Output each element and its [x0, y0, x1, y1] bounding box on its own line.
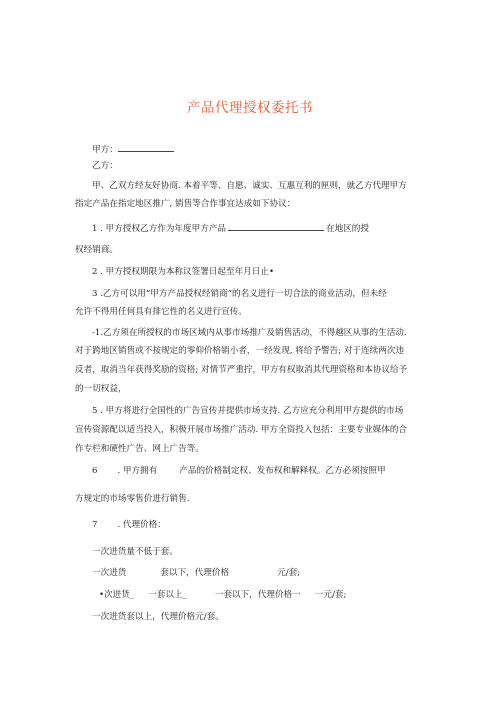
party-a-line [92, 142, 174, 156]
price-line-1: 一次进货量不低于套。 [92, 547, 178, 557]
clause-2-line: 2 . 甲方授权期限为本称议签署日起至年月日止• [92, 267, 275, 277]
clause-7-text: . 代理价格： [117, 520, 166, 530]
price-line-2-b: 套以下，代理价格 [160, 568, 230, 578]
clause-4-line-4: 的一切权益， [75, 384, 127, 394]
price-line-3-c: 一套以下，代理价格一 [214, 590, 301, 600]
party-a-label: 甲方： [92, 145, 118, 155]
clause-7-number: 7 [92, 520, 98, 530]
price-line-2-a: 一次进货 [92, 568, 127, 578]
clause-3-line-1: 3 .乙方可以用“甲方产品授权经销商”的名义进行一切合法的商业活动，但未经 [92, 289, 387, 299]
clause-1-line-2: 权经销商。 [75, 245, 118, 255]
clause-6-text-b: 产品的价格制定权、发布权和解释权。乙方必须按照甲 [179, 466, 386, 476]
party-b-label: 乙方： [92, 161, 118, 171]
intro-line-2: 指定产品在指定地区推广, 销售等合作事宜达成如下协议： [75, 199, 296, 209]
clause-1-text-a: 1 . 甲方授权乙方作为年度甲方产品 [92, 224, 226, 234]
price-line-3-a: •次进货_ [99, 590, 135, 600]
price-line-2-c: 元/套; [277, 568, 301, 578]
clause-1-blank [228, 221, 324, 231]
price-line-3-d: 一元/套; [314, 590, 347, 600]
intro-line-1: 甲、乙双方经友好协商. 本着平等、自愿、诚实、互惠互利的匣则，就乙方代理甲方 [92, 181, 407, 191]
price-line-2 [92, 567, 300, 579]
party-a-blank [118, 142, 174, 152]
price-line-4: 一次进货套以上，代理价格元/套。 [92, 612, 224, 622]
clause-4-line-3: 反者，取消当年获得奖励的资格; 对情节严重拧，甲方有权取消其代理资格和本协议给予 [75, 365, 408, 375]
clause-5-line-2: 宣传资源配以适当投入，积极开展市场推广活动. 甲方全资投入包括：主要专业媒体的合 [75, 425, 408, 435]
price-line-3-b: 一套以上_ [148, 590, 187, 600]
clause-6-line-1 [92, 465, 386, 477]
document-title: 产品代理授权委托书 [187, 100, 313, 116]
clause-6-line-2: 方规定的市场零售价进行销售. [75, 494, 190, 504]
clause-3-line-2: 允许不得用任何具有排它性的名义进行宣传。 [75, 307, 247, 317]
clause-6-number: 6 [92, 466, 98, 476]
clause-5-line-1: 5 . 甲方将进行全国性的广告宣传并提供市场支持. 乙方应充分利用甲方提供的市场 [92, 406, 404, 416]
clause-7-line [92, 519, 166, 531]
clause-1-text-b: 在地区的授 [325, 224, 369, 234]
party-b-line [92, 160, 118, 172]
clause-4-line-2: 对于跨地区销售或不按规定的零仰价格销小者，一经发现, 将给予警告; 对于连续两次违 [75, 346, 405, 356]
clause-1-line-1 [92, 221, 369, 235]
clause-5-line-3: 作专栏和硬性广告、网上广告等。 [75, 444, 204, 454]
clause-4-line-1: -1.乙方须在所授权的市场区域内从事市场推广及销售活动，不得越区从事的生活动. [92, 328, 407, 338]
price-line-3 [99, 589, 346, 601]
clause-6-text-a: . 甲方拥有 [117, 466, 158, 476]
